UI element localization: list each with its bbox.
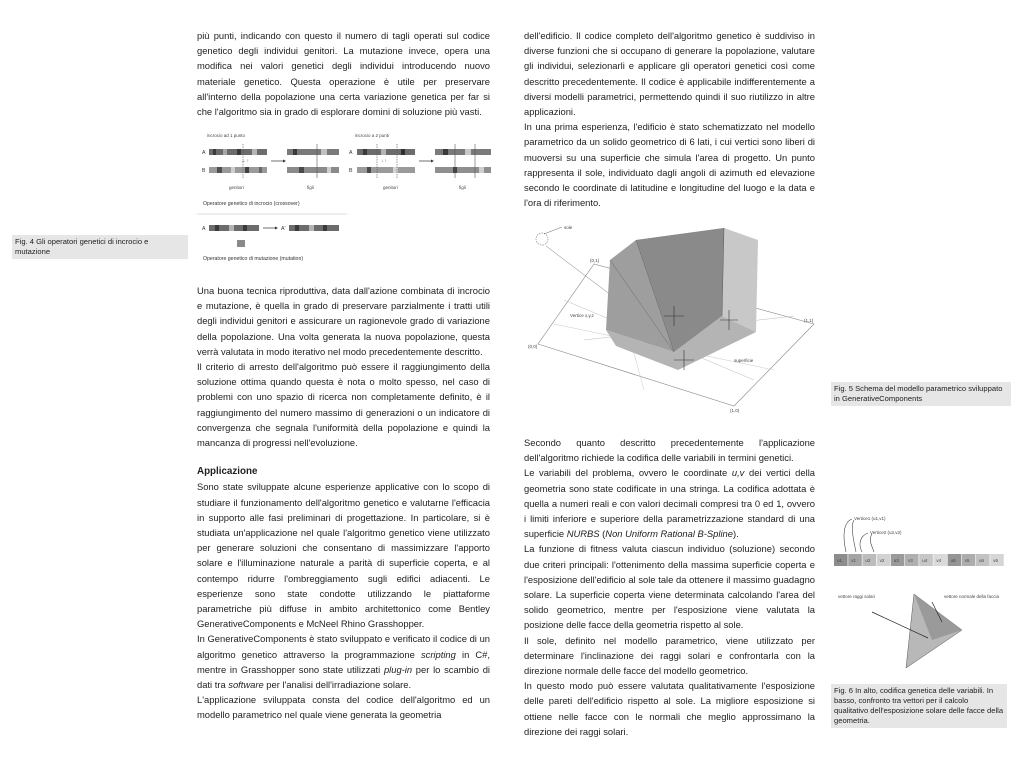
left-column-bottom: [197, 283, 490, 723]
left-column-top: [197, 28, 490, 119]
building-side-face: [722, 228, 758, 332]
figure-6-genetic-coding: [832, 512, 1008, 677]
row-b-label-1: B: [202, 168, 206, 174]
label-two-point: incrocio a 2 punti: [355, 133, 390, 138]
left-paragraph-1: più punti, indicando con questo il numero di tagli operati sul codice genetico degli individui genitori. La mutazione invece, opera una modifica nei valori genetici degli individui introducendo nuovo materiale genetico. Questa operazione è utile per preservare all'interno della popolazione una certa variazione genetica per far si che l'algoritmo sia in grado di esplorare domini di soluzione più vasti.: [197, 30, 490, 118]
figure-4-genetic-operators: [197, 132, 497, 274]
gene-label: u5: [950, 558, 956, 563]
right-paragraph-3: Secondo quanto descritto precedentemente l'applicazione dell'algoritmo richiede la codifica delle variabili in termini genetici.: [524, 437, 815, 464]
label-sole: sole: [564, 225, 573, 230]
left-paragraph-2: Una buona tecnica riproduttiva, data dall'azione combinata di incrocio e mutazione, è quella in grado di preservare parzialmente i tratti utili degli individui genitori e assicurare un ragionevole grado di variazione della popolazione. Una volta generata la nuova popolazione, questa verrà valutata in modo iterativo nel modo precedentemente descritto.: [197, 285, 490, 357]
left-paragraph-6: L'applicazione sviluppata consta del codice dell'algoritmo ed un modello parametrico nel quale viene generata la geometria: [197, 694, 490, 721]
gene-label: u6: [979, 558, 985, 563]
gene-label: v6: [993, 558, 998, 563]
right-paragraph-7: In questo modo può essere valutata qualitativamente l'esposizione delle pareti dell'edificio rispetto al sole. La migliore esposizione si ottiene nelle facce con le normali che meglio approssimano la direzione dei raggi solari.: [524, 680, 815, 737]
row-a-label-2: A: [349, 150, 353, 156]
left-paragraph-3: Il criterio di arresto dell'algoritmo può essere il raggiungimento della soluzione ottima quando questa è nota o molto spesso, nel caso di problemi con uno spazio di ricerca non completamente definito, è il raggiungimento del numero massimo di generazioni o un indicatore di convergenza che segnala l'uniformità della popolazione e quindi la mancanza di progressi nell'evoluzione.: [197, 361, 490, 449]
label-normale: vettore normale della faccia: [944, 594, 1000, 599]
gene-strip: [834, 554, 1004, 566]
label-raggi: vettore raggi solari: [838, 594, 876, 599]
row-a-label-1: A: [202, 150, 206, 156]
label-vertice1: Vertice1 (u1,v1): [854, 516, 886, 521]
svg-text:↓ ↑: ↓ ↑: [381, 158, 387, 163]
row-a-prime-label: A': [281, 226, 286, 232]
gene-label: v1: [851, 558, 856, 563]
row-a-label-3: A: [202, 226, 206, 232]
right-column-bottom: [524, 435, 815, 739]
label-one-point: incrocio ad 1 punto: [207, 133, 246, 138]
label-superficie: superficie: [734, 358, 754, 363]
right-column-top: [524, 28, 815, 210]
caption-mutation: Operatore genetico di mutazione (mutation): [203, 256, 304, 262]
label-figli-1: figli: [307, 185, 314, 190]
label-vertice2: Vertice2 (u2,v2): [870, 530, 902, 535]
gene-label: v2: [879, 558, 885, 563]
chromosome-strip: [209, 225, 259, 231]
figure-5-parametric-model: [524, 220, 820, 415]
gene-label: v5: [964, 558, 970, 563]
chromosome-strip: [435, 149, 491, 173]
label-vertice: Vertice x,y,z: [570, 313, 594, 318]
section-heading-applicazione: Applicazione: [197, 466, 258, 478]
label-coord-11: (1,1): [804, 318, 814, 323]
right-paragraph-2: In una prima esperienza, l'edificio è stato schematizzato nel modello parametrico da un solido geometrico di 6 lati, i cui vertici sono liberi di muoversi su una superficie che simula l'area di progetto. Un punto rappresenta il sole, individuato dagli angoli di azimuth ed elevazione secondo le coordinate di latitudine e longitudine del luogo e la data e l'ora di riferimento.: [524, 121, 815, 209]
right-paragraph-5: La funzione di fitness valuta ciascun individuo (soluzione) secondo due criteri principali: l'ottenimento della massima superficie coperta e l'esposizione dell'edificio al sole tale da ottenere il massimo guadagno solare. La superficie coperta viene determinata calcolando l'area del solido geometrico, mentre per l'esposizione viene valutata la posizione delle facce della geometria rispetto al sole.: [524, 543, 815, 631]
label-figli-2: figli: [459, 185, 466, 190]
chromosome-strip: [289, 225, 339, 231]
gene-label: u4: [922, 558, 928, 563]
label-coord-00: (0,0): [528, 344, 538, 349]
caption-crossover: Operatore genetico di incrocio (crossover): [203, 201, 300, 207]
label-coord-01: (0,1): [590, 258, 600, 263]
right-paragraph-4: Le variabili del problema, ovvero le coordinate u,v dei vertici della geometria sono state codificate in una stringa. La codifica adottata è quella a numeri reali e con valori decimali compresi tra 0 ed 1, ovvero i limiti inferiore e superiore della parametrizzazione standard di una superficie NURBS (Non Uniform Rational B-Spline).: [524, 467, 815, 540]
left-paragraph-5: In GenerativeComponents è stato sviluppato e verificato il codice di un algoritmo genetico attraverso la programmazione scripting in C#, mentre in Grasshopper sono state utilizzati plug-in per lo scambio di dati tra software per l'analisi dell'irradiazione solare.: [197, 633, 490, 691]
caption-fig6: Fig. 6 In alto, codifica genetica delle variabili. In basso, confronto tra vettori per il calcolo qualitativo dell'esposizione solare delle facce della geometria.: [831, 684, 1007, 728]
label-genitori-2: genitori: [383, 185, 398, 190]
gene-label: u2: [865, 558, 871, 563]
chromosome-strip: [209, 149, 267, 173]
sun-icon: [536, 233, 548, 245]
label-coord-10: (1,0): [730, 408, 740, 413]
caption-fig4: Fig. 4 Gli operatori genetici di incrocio e mutazione: [12, 235, 188, 259]
row-b-label-2: B: [349, 168, 353, 174]
caption-fig5: Fig. 5 Schema del modello parametrico sviluppato in GenerativeComponents: [831, 382, 1011, 406]
gene-label: u1: [837, 558, 843, 563]
left-paragraph-4: Sono state sviluppate alcune esperienze applicative con lo scopo di studiare il funzionamento dell'algoritmo genetico e valutarne l'efficacia in supporto alle fasi preliminari di progettazione. In particolare, si è studiata un'applicazione nel quale l'algoritmo genetico viene utilizzato per generare soluzioni che consentano di massimizzare l'apporto solare e l'illuminazione naturale a parità di superficie coperta, e al contempo ridurre l'ombreggiamento sugli edifici adiacenti. Le esperienze sono state condotte utilizzando le piattaforme parametriche più diffuse in ambito architettonico come Bentley GenerativeComponents e McNeel Rhino Grasshopper.: [197, 481, 490, 630]
label-genitori-1: genitori: [229, 185, 244, 190]
gene-label: u3: [893, 558, 899, 563]
chromosome-strip: [287, 149, 339, 173]
gene-label: v4: [936, 558, 942, 563]
right-paragraph-1: dell'edificio. Il codice completo dell'algoritmo genetico è suddiviso in diverse funzioni che si occupano di generare la popolazione, valutare gli individui, selezionarli e applicare gli operatori genetici così come descritto precedentemente. Il codice è applicabile indifferentemente a diversi modelli parametrici, permettendo quindi il suo riutilizzo in altre applicazioni.: [524, 30, 815, 118]
gene-label: v3: [908, 558, 913, 563]
right-paragraph-6: Il sole, definito nel modello parametrico, viene utilizzato per determinare l'inclinazione dei raggi solari e confrontarla con la direzione normale delle facce del modello geometrico.: [524, 634, 815, 677]
svg-text:→ ↑: → ↑: [241, 158, 250, 163]
mutated-gene: [237, 240, 245, 247]
